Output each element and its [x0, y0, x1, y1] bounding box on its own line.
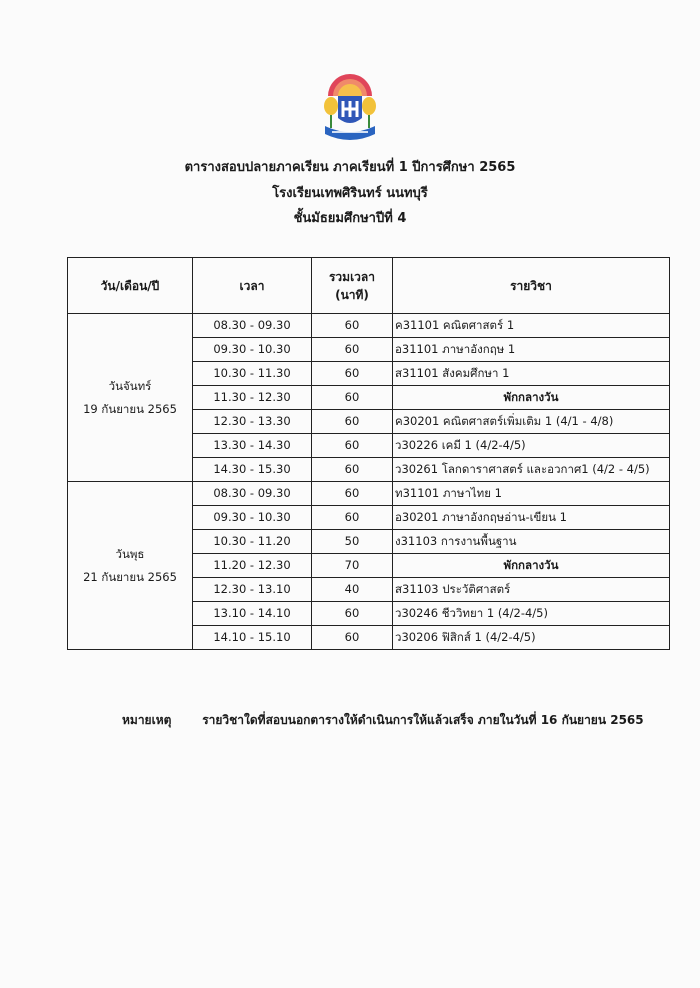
- ribbon-icon: [325, 126, 375, 140]
- table-row: [68, 314, 670, 338]
- duration-cell: 70: [312, 554, 393, 578]
- time-cell: 14.10 - 15.10: [193, 626, 312, 650]
- exam-schedule-table: [67, 257, 670, 650]
- duration-cell: 60: [312, 362, 393, 386]
- remark-label: หมายเหตุ: [122, 713, 172, 727]
- subject-cell: อ30201 ภาษาอังกฤษอ่าน-เขียน 1: [393, 506, 670, 530]
- time-cell: 08.30 - 09.30: [193, 482, 312, 506]
- duration-cell: 60: [312, 314, 393, 338]
- duration-cell: 60: [312, 626, 393, 650]
- header-time: เวลา: [193, 258, 312, 314]
- time-cell: 13.30 - 14.30: [193, 434, 312, 458]
- school-emblem-logo: [322, 70, 378, 144]
- subject-cell: ส31103 ประวัติศาสตร์: [393, 578, 670, 602]
- duration-cell: 60: [312, 482, 393, 506]
- subject-cell: ว30206 ฟิสิกส์ 1 (4/2-4/5): [393, 626, 670, 650]
- duration-cell: 60: [312, 386, 393, 410]
- time-cell: 10.30 - 11.30: [193, 362, 312, 386]
- subject-cell: ค30201 คณิตศาสตร์เพิ่มเติม 1 (4/1 - 4/8): [393, 410, 670, 434]
- subject-cell: ค31101 คณิตศาสตร์ 1: [393, 314, 670, 338]
- sun-rays-icon: [328, 74, 372, 96]
- time-cell: 12.30 - 13.10: [193, 578, 312, 602]
- header-duration: [312, 258, 393, 314]
- subject-cell: ว30246 ชีววิทยา 1 (4/2-4/5): [393, 602, 670, 626]
- subject-cell: ส31101 สังคมศึกษา 1: [393, 362, 670, 386]
- table-header-row: [68, 258, 670, 314]
- subject-cell: ว30261 โลกดาราศาสตร์ และอวกาศ1 (4/2 - 4/5): [393, 458, 670, 482]
- duration-cell: 60: [312, 338, 393, 362]
- time-cell: 09.30 - 10.30: [193, 506, 312, 530]
- time-cell: 12.30 - 13.30: [193, 410, 312, 434]
- header-subject: รายวิชา: [393, 258, 670, 314]
- grade-level: ชั้นมัธยมศึกษาปีที่ 4: [293, 211, 407, 226]
- exam-title: ตารางสอบปลายภาคเรียน ภาคเรียนที่ 1 ปีการศึกษา 2565: [184, 160, 516, 175]
- subject-cell: ว30226 เคมี 1 (4/2-4/5): [393, 434, 670, 458]
- remark-text: รายวิชาใดที่สอบนอกตารางให้ดำเนินการให้แล้วเสร็จ ภายในวันที่ 16 กันยายน 2565: [202, 713, 644, 727]
- time-cell: 11.30 - 12.30: [193, 386, 312, 410]
- header-duration-line-2: (นาที): [335, 287, 369, 302]
- time-cell: 09.30 - 10.30: [193, 338, 312, 362]
- subject-cell: อ31101 ภาษาอังกฤษ 1: [393, 338, 670, 362]
- subject-cell: ท31101 ภาษาไทย 1: [393, 482, 670, 506]
- duration-cell: 60: [312, 434, 393, 458]
- day-cell-monday: [68, 314, 193, 482]
- time-cell: 08.30 - 09.30: [193, 314, 312, 338]
- shield-icon: [338, 96, 362, 123]
- time-cell: 14.30 - 15.30: [193, 458, 312, 482]
- duration-cell: 60: [312, 506, 393, 530]
- time-cell: 11.20 - 12.30: [193, 554, 312, 578]
- lunch-break-cell: พักกลางวัน: [393, 554, 670, 578]
- time-cell: 13.10 - 14.10: [193, 602, 312, 626]
- day-name: วันพุธ: [115, 546, 145, 561]
- header-duration-line-1: รวมเวลา: [328, 269, 376, 284]
- subject-cell: ง31103 การงานพื้นฐาน: [393, 530, 670, 554]
- header-day: วัน/เดือน/ปี: [68, 258, 193, 314]
- lunch-break-cell: พักกลางวัน: [393, 386, 670, 410]
- day-name: วันจันทร์: [108, 378, 152, 393]
- school-name: โรงเรียนเทพศิรินทร์ นนทบุรี: [272, 186, 428, 201]
- table-row: [68, 482, 670, 506]
- remark: [122, 711, 644, 730]
- duration-cell: 60: [312, 602, 393, 626]
- duration-cell: 50: [312, 530, 393, 554]
- day-cell-wednesday: [68, 482, 193, 650]
- duration-cell: 60: [312, 410, 393, 434]
- day-date: 19 กันยายน 2565: [83, 401, 177, 416]
- day-date: 21 กันยายน 2565: [83, 569, 177, 584]
- duration-cell: 60: [312, 458, 393, 482]
- duration-cell: 40: [312, 578, 393, 602]
- time-cell: 10.30 - 11.20: [193, 530, 312, 554]
